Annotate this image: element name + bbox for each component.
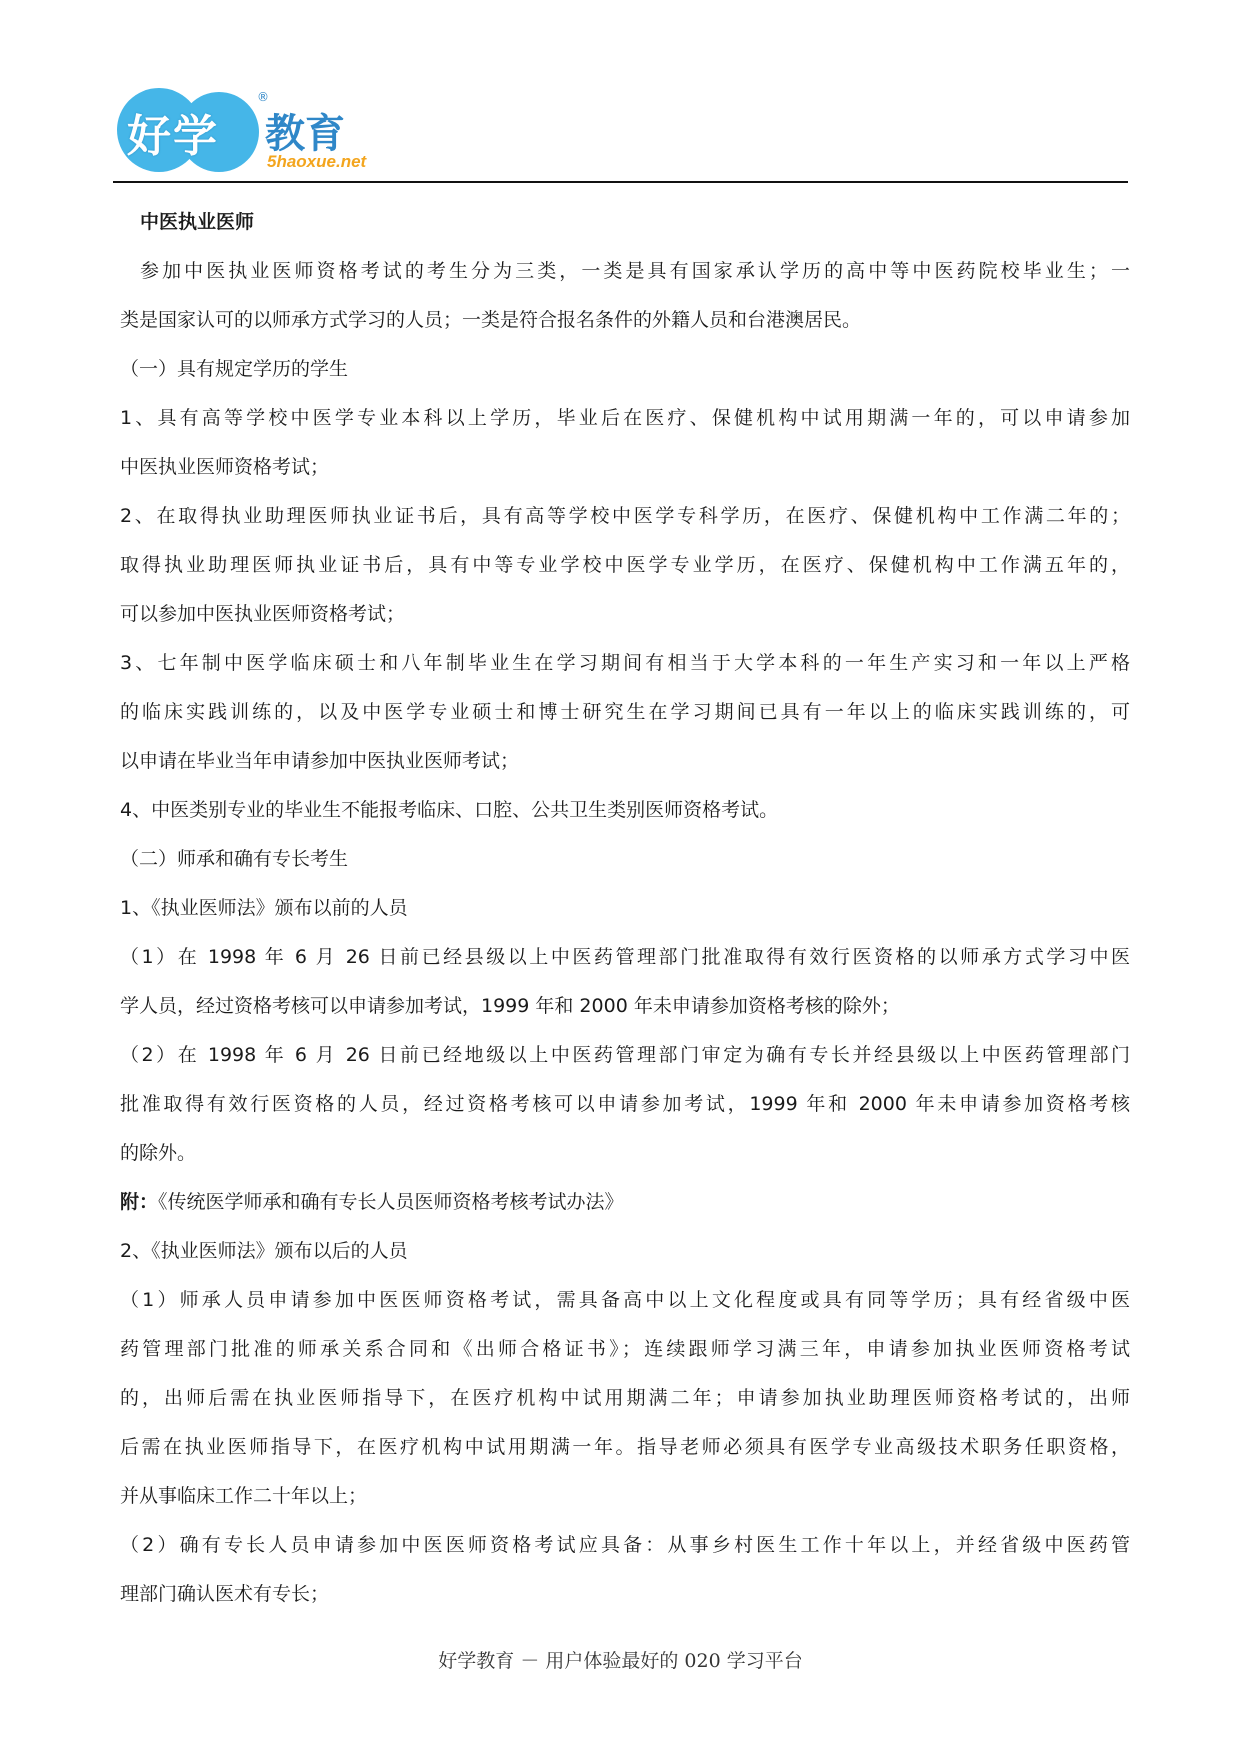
paragraph-line: （2）确有专长人员申请参加中医医师资格考试应具备：从事乡村医生工作十年以上，并经省级中医药管: [120, 1534, 1130, 1556]
paragraph-line: 批准取得有效行医资格的人员，经过资格考核可以申请参加考试，1999 年和 2000 年未申请参加资格考核: [120, 1093, 1130, 1115]
logo-main-text: 好学: [127, 111, 219, 162]
annex-text: 《传统医学师承和确有专长人员医师资格考核考试办法》: [158, 1191, 624, 1213]
paragraph-line: 的，出师后需在执业医师指导下，在医疗机构中试用期满二年；申请参加执业助理医师资格考试的，出师: [120, 1387, 1130, 1409]
paragraph-line: 4、中医类别专业的毕业生不能报考临床、口腔、公共卫生类别医师资格考试。: [120, 799, 779, 821]
annex-line: [120, 1178, 1130, 1227]
paragraph-line: 后需在执业医师指导下，在医疗机构中试用期满一年。指导老师必须具有医学专业高级技术职务任职资格，: [120, 1436, 1130, 1458]
paragraph-line: 的除外。: [120, 1142, 197, 1164]
section-heading: （一）具有规定学历的学生: [120, 358, 349, 380]
paragraph-line: 理部门确认医术有专长；: [120, 1583, 330, 1605]
paragraph-line: （2）在 1998 年 6 月 26 日前已经地级以上中医药管理部门审定为确有专长并经县级以上中医药管理部门: [120, 1044, 1130, 1066]
paragraph-line: 1、《执业医师法》颁布以前的人员: [120, 897, 408, 919]
paragraph-line: 可以参加中医执业医师资格考试；: [120, 603, 406, 625]
paragraph-line: 2、《执业医师法》颁布以后的人员: [120, 1240, 408, 1262]
paragraph-line: 以申请在毕业当年申请参加中医执业医师考试；: [120, 750, 520, 772]
paragraph-line: 3、七年制中医学临床硕士和八年制毕业生在学习期间有相当于大学本科的一年生产实习和一年以上严格: [120, 652, 1130, 674]
header-divider: [113, 181, 1128, 183]
logo-url-text: 5haoxue.net: [267, 152, 367, 171]
paragraph-line: 参加中医执业医师资格考试的考生分为三类，一类是具有国家承认学历的高中等中医药院校毕业生；一: [140, 260, 1130, 282]
paragraph-line: 的临床实践训练的，以及中医学专业硕士和博士研究生在学习期间已具有一年以上的临床实践训练的，可: [120, 701, 1130, 723]
annex-label: 附：: [120, 1191, 159, 1213]
paragraph-line: 2、在取得执业助理医师执业证书后，具有高等学校中医学专科学历，在医疗、保健机构中工作满二年的；: [120, 505, 1130, 527]
paragraph-line: （1）师承人员申请参加中医医师资格考试，需具备高中以上文化程度或具有同等学历；具有经省级中医: [120, 1289, 1130, 1311]
paragraph-line: 类是国家认可的以师承方式学习的人员；一类是符合报名条件的外籍人员和台港澳居民。: [120, 309, 862, 331]
paragraph-line: 中医执业医师资格考试；: [120, 456, 330, 478]
document-body: [120, 198, 1130, 1619]
doc-title: 中医执业医师: [140, 211, 255, 233]
paragraph-line: 学人员，经过资格考核可以申请参加考试，1999 年和 2000 年未申请参加资格考核的除外；: [120, 995, 900, 1017]
paragraph-line: 药管理部门批准的师承关系合同和《出师合格证书》；连续跟师学习满三年，申请参加执业医师资格考试: [120, 1338, 1130, 1360]
paragraph-line: 并从事临床工作二十年以上；: [120, 1485, 368, 1507]
paragraph-line: 1、具有高等学校中医学专业本科以上学历，毕业后在医疗、保健机构中试用期满一年的，可以申请参加: [120, 407, 1130, 429]
page-footer: 好学教育 － 用户体验最好的 020 学习平台: [438, 1650, 803, 1672]
logo-edu-text: 教育: [265, 111, 345, 157]
paragraph-line: 取得执业助理医师执业证书后，具有中等专业学校中医学专业学历，在医疗、保健机构中工作满五年的，: [120, 554, 1130, 576]
brand-logo: [117, 86, 377, 182]
paragraph-line: （1）在 1998 年 6 月 26 日前已经县级以上中医药管理部门批准取得有效行医资格的以师承方式学习中医: [120, 946, 1130, 968]
logo-registered-mark: ®: [257, 90, 269, 104]
section-heading: （二）师承和确有专长考生: [120, 848, 349, 870]
